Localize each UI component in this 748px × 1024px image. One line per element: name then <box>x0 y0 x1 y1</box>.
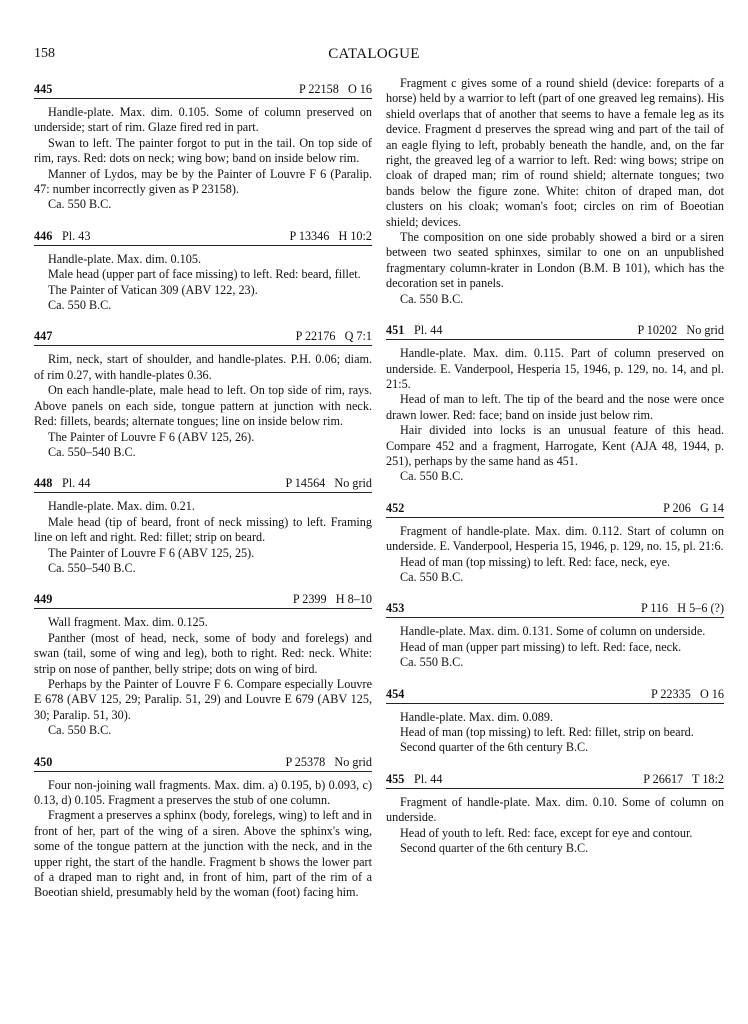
catalogue-entry-450 <box>34 753 372 901</box>
entry-paragraph: Swan to left. The painter forgot to put in the tail. On top side of rim, rays. Red: dots on neck; wing bow; band on inside below rim. <box>34 135 372 166</box>
entry-date: Ca. 550 B.C. <box>400 291 464 306</box>
entry-inventory-ref: P 13346 H 10:2 <box>289 228 372 243</box>
entry-paragraph: Head of man (upper part missing) to left. Red: face, neck. <box>400 639 682 654</box>
entry-plate: Pl. 43 <box>62 228 91 243</box>
entry-paragraph: Wall fragment. Max. dim. 0.125. <box>48 615 208 630</box>
right-column <box>386 76 724 870</box>
entry-inventory-ref: P 206 G 14 <box>663 500 724 515</box>
catalogue-entry-452 <box>386 499 724 586</box>
entry-plate: Pl. 44 <box>414 323 443 338</box>
catalogue-entry-455 <box>386 770 724 857</box>
entry-paragraph: Handle-plate. Max. dim. 0.105. <box>48 251 201 266</box>
entry-paragraph: Head of man (top missing) to left. Red: face, neck, eye. <box>400 554 671 569</box>
entry-header <box>386 499 724 518</box>
entry-inventory-ref: P 14564 No grid <box>285 476 372 491</box>
catalogue-entry-451 <box>386 321 724 485</box>
entry-plate: Pl. 44 <box>62 476 91 491</box>
entry-inventory-ref: P 22176 Q 7:1 <box>295 329 372 344</box>
entry-header <box>386 770 724 789</box>
entry-paragraph: Fragment a preserves a sphinx (body, forelegs, wing) to left and in front of her, part of the wing of a siren. Above the sphinx's wing, some of the tongue pattern at the junction with the neck, and in the upper right, the start of the handle. Fragment b shows the lower part of a draped man to right and, in front of him, part of the rim of a Boeotian shield, presumably held by the woman (foot) facing him. <box>34 808 372 900</box>
entry-number: 450 <box>34 754 53 769</box>
entry-number: 447 <box>34 329 53 344</box>
entry-inventory-ref: P 26617 T 18:2 <box>643 771 724 786</box>
entry-date: Ca. 550 B.C. <box>400 569 464 584</box>
entry-paragraph: Panther (most of head, neck, some of body and forelegs) and swan (tail, some of wing and leg), both to right. Red: neck. White: strip on nose of panther, belly stripe; dots on wing of bird. <box>34 630 372 676</box>
entry-paragraph: Head of youth to left. Red: face, except for eye and contour. <box>400 825 693 840</box>
entry-number: 452 <box>386 500 405 515</box>
entry-paragraph: Second quarter of the 6th century B.C. <box>400 740 589 755</box>
catalogue-entry-448 <box>34 474 372 576</box>
catalogue-entry-445 <box>34 80 372 213</box>
entry-paragraph: Male head (tip of beard, front of neck missing) to left. Framing line on left and right. Red: fillet; strip on beard. <box>34 514 372 545</box>
entry-inventory-ref: P 25378 No grid <box>285 754 372 769</box>
entry-date: Ca. 550 B.C. <box>48 197 112 212</box>
entry-paragraph: Rim, neck, start of shoulder, and handle-plates. P.H. 0.06; diam. of rim 0.27, with handle-plates 0.36. <box>34 352 372 382</box>
entry-header <box>386 685 724 704</box>
entry-inventory-ref: P 22158 O 16 <box>298 82 372 96</box>
entry-number: 449 <box>34 592 53 607</box>
entry-number: 446 <box>34 228 53 243</box>
entry-header <box>34 227 372 246</box>
entry-paragraph: Handle-plate. Max. dim. 0.089. <box>400 709 553 724</box>
entry-header <box>386 599 724 618</box>
entry-date: Ca. 550 B.C. <box>400 655 464 670</box>
entry-paragraph: Head of man (top missing) to left. Red: fillet, strip on beard. <box>400 725 694 739</box>
continued-entry-450 <box>386 76 724 307</box>
entry-header <box>34 590 372 609</box>
page-number: 158 <box>34 46 55 61</box>
catalogue-entry-446 <box>34 227 372 314</box>
entry-paragraph: Hair divided into locks is an unusual feature of this head. Compare 452 and a fragment, Harrogate, Kent (AJA 48, 1944, p. 251), perhaps by the same hand as 451. <box>386 423 724 468</box>
entry-number: 445 <box>34 82 53 96</box>
entry-header <box>386 321 724 340</box>
entry-inventory-ref: P 10202 No grid <box>637 323 724 338</box>
catalogue-entry-447 <box>34 327 372 460</box>
entry-paragraph: The Painter of Louvre F 6 (ABV 125, 25). <box>48 545 255 560</box>
entry-header <box>34 327 372 346</box>
entry-paragraph: Second quarter of the 6th century B.C. <box>400 841 589 856</box>
entry-paragraph: On each handle-plate, male head to left. On top side of rim, rays. Above panels on each side, tongue pattern at junction with neck. Red: fillets, beards; alternate tongues; line on inside below rim. <box>34 383 372 429</box>
catalogue-entry-453 <box>386 599 724 670</box>
entry-header <box>34 753 372 772</box>
entry-paragraph: Fragment of handle-plate. Max. dim. 0.10. Some of column on underside. <box>386 794 724 825</box>
entry-number: 454 <box>386 686 405 701</box>
entry-paragraph: Handle-plate. Max. dim. 0.131. Some of column on underside. <box>400 624 706 639</box>
entry-paragraph: The Painter of Louvre F 6 (ABV 125, 26). <box>48 429 255 444</box>
entry-paragraph: Fragment of handle-plate. Max. dim. 0.112. Start of column on underside. E. Vanderpool, Hesperia 15, 1946, p. 129, no. 15, pl. 21:6. <box>386 523 724 554</box>
catalogue-entry-449 <box>34 590 372 738</box>
entry-paragraph: Head of man to left. The tip of the beard and the nose were once drawn lower. Red: face; band on inside just below rim. <box>386 392 724 422</box>
entry-date: Ca. 550 B.C. <box>48 723 112 738</box>
entry-number: 453 <box>386 601 405 616</box>
right-entries <box>386 321 724 856</box>
entry-plate: Pl. 44 <box>414 771 443 786</box>
entry-number: 451 <box>386 323 405 338</box>
entry-paragraph: Handle-plate. Max. dim. 0.105. Some of column preserved on underside; start of rim. Glaze fired red in part. <box>34 105 372 135</box>
entry-paragraph: Manner of Lydos, may be by the Painter of Louvre F 6 (Paralip. 47: number incorrectly given as P 23158). <box>34 166 372 197</box>
left-column <box>34 80 372 915</box>
running-title: CATALOGUE <box>328 46 420 62</box>
entry-inventory-ref: P 116 H 5–6 (?) <box>640 601 724 616</box>
entry-paragraph: Perhaps by the Painter of Louvre F 6. Compare especially Louvre E 678 (ABV 125, 29; Paralip. 51, 29) and Louvre E 679 (ABV 125, 30; Paralip. 51, 30). <box>34 676 372 722</box>
entry-paragraph: Four non-joining wall fragments. Max. dim. a) 0.195, b) 0.093, c) 0.13, d) 0.105. Fragment a preserves the stub of one column. <box>34 777 372 807</box>
entry-header <box>34 80 372 99</box>
entry-paragraph: Handle-plate. Max. dim. 0.21. <box>48 499 195 514</box>
entry-number: 455 <box>386 771 405 786</box>
entry-inventory-ref: P 22335 O 16 <box>650 686 724 701</box>
entry-header <box>34 474 372 493</box>
entry-paragraph: Male head (upper part of face missing) to left. Red: beard, fillet. <box>48 267 361 282</box>
entry-paragraph: Fragment c gives some of a round shield (device: foreparts of a horse) held by a warrior to left (part of one greaved leg remains). His shield overlaps that of another that seems to have a female leg as its device. Fragment d preserves the spread wing and part of the tail of an eagle flying to left, probably beneath the handle, and, on the far right, the greaved leg of a warrior to left. Red: wing bows; stripe on cloak of draped man; rim of round shield; alternate tongues; two bands below the figure zone. White: chiton of draped man, dot clusters on his cloak; woman's foot; circles on rim of Boeotian shield; devices. <box>386 76 724 229</box>
catalogue-entry-454 <box>386 685 724 756</box>
entry-date: Ca. 550 B.C. <box>400 469 464 484</box>
entry-inventory-ref: P 2399 H 8–10 <box>292 592 372 607</box>
entry-number: 448 <box>34 476 53 491</box>
entry-paragraph: The Painter of Vatican 309 (ABV 122, 23). <box>48 282 258 297</box>
entry-date: Ca. 550 B.C. <box>48 298 112 313</box>
entry-paragraph: Handle-plate. Max. dim. 0.115. Part of column preserved on underside. E. Vanderpool, Hesperia 15, 1946, p. 129, no. 14, and pl. 21:5. <box>386 346 724 391</box>
entry-paragraph: The composition on one side probably showed a bird or a siren between two seated sphinxes, similar to one on an unpublished fragmentary column-krater in London (B.M. B 101), which has the decoration set in panels. <box>386 230 724 291</box>
entry-date: Ca. 550–540 B.C. <box>48 560 136 575</box>
entry-date: Ca. 550–540 B.C. <box>48 444 136 459</box>
